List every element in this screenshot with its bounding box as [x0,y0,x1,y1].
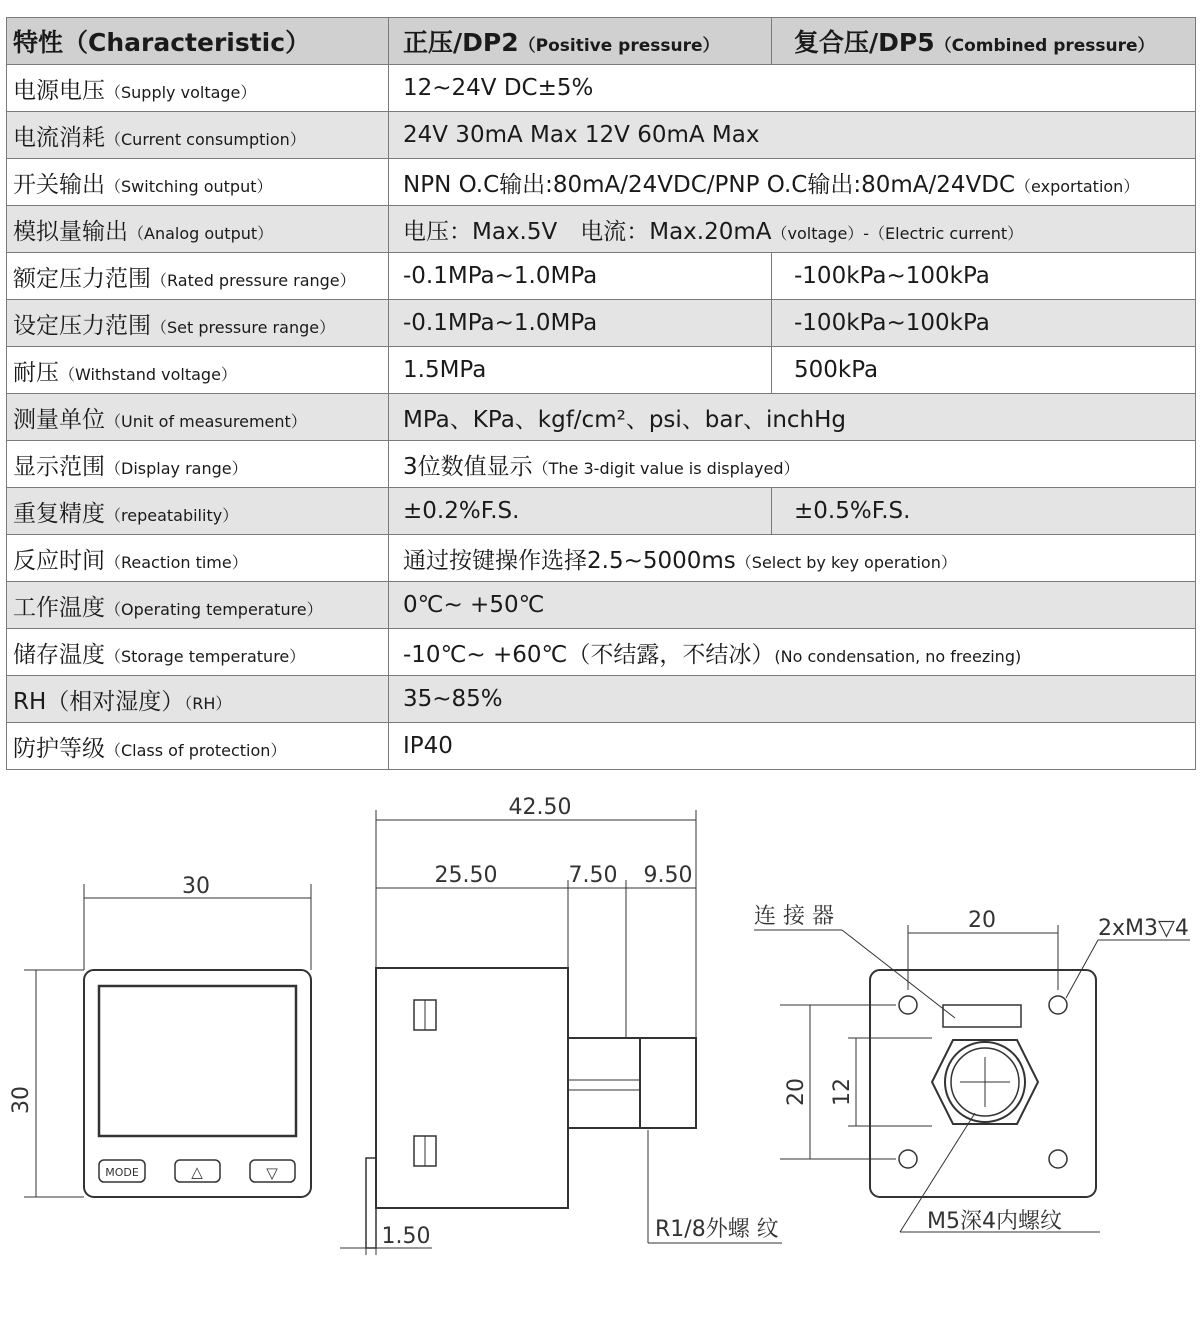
spec-label-en: （Reaction time） [105,552,248,572]
spec-value: 12~24V DC±5% [403,75,594,101]
spec-value-cell [389,159,1196,206]
spec-value-cell [389,112,1196,159]
spec-value-2: -100kPa~100kPa [794,263,990,289]
back-hole-spacing-dim: 20 [968,908,996,933]
spec-label-cell [7,488,389,535]
spec-label: 工作温度 [13,594,105,621]
front-height-dim: 30 [9,1086,34,1114]
spec-label-en: （RH） [184,693,232,713]
spec-value-cell [389,394,1196,441]
spec-value-2: ±0.5%F.S. [794,498,911,524]
spec-label-cell [7,65,389,112]
spec-row [7,723,1196,770]
hole-spec-label: 2xM3▽4 [1098,916,1189,941]
spec-label: RH（相对湿度） [13,688,185,715]
spec-value-en: （voltage）-（Electric current） [771,223,1024,243]
spec-value: MPa、KPa、kgf/cm²、psi、bar、inchHg [403,406,847,433]
spec-label: 防护等级 [13,735,105,762]
spec-label-cell [7,347,389,394]
spec-header-row [7,18,1196,65]
spec-label-cell [7,253,389,300]
spec-value-cell [389,300,772,347]
spec-value: -0.1MPa~1.0MPa [403,310,598,336]
spec-value-cell [389,441,1196,488]
spec-label-en: （repeatability） [105,505,239,525]
spec-label-cell [7,394,389,441]
spec-value: ±0.2%F.S. [403,498,520,524]
spec-value-cell [389,65,1196,112]
mode-button: MODE [105,1166,139,1179]
header-characteristic: 特性（Characteristic） [7,18,389,65]
spec-label-en: （Storage temperature） [105,646,306,666]
spec-label-en: （Current consumption） [105,129,306,149]
header-positive-pressure: 正压/DP2（Positive pressure） [389,18,772,65]
side-view [340,810,782,1255]
spec-label: 测量单位 [13,406,105,433]
spec-value-cell [389,723,1196,770]
spec-label: 储存温度 [13,641,105,668]
spec-value-cell [389,347,772,394]
back-port-dim: 12 [830,1078,855,1106]
front-width-dim: 30 [182,874,210,899]
spec-label-cell [7,676,389,723]
spec-value: IP40 [403,733,453,759]
spec-label-cell [7,300,389,347]
side-thread-label: R1/8外螺 纹 [655,1217,779,1242]
spec-row [7,112,1196,159]
side-bracket-dim: 1.50 [381,1224,431,1249]
spec-value: 3位数值显示 [403,453,533,480]
spec-value: 35~85% [403,686,503,712]
spec-value-en: （The 3-digit value is displayed） [532,458,800,478]
port-thread-label: M5深4内螺纹 [927,1209,1062,1234]
spec-value-cell-2 [772,347,1196,394]
spec-value: 24V 30mA Max 12V 60mA Max [403,122,760,148]
spec-row [7,206,1196,253]
spec-label: 开关输出 [13,171,105,198]
spec-label-en: （Unit of measurement） [105,411,307,431]
spec-label-en: （Switching output） [105,176,273,196]
spec-label-en: （Class of protection） [105,740,287,760]
spec-row [7,394,1196,441]
down-button: ▽ [266,1164,278,1182]
up-button: △ [191,1163,203,1181]
side-total-dim: 42.50 [508,795,572,820]
side-dim-c: 9.50 [643,863,693,888]
spec-row [7,253,1196,300]
spec-label-cell [7,441,389,488]
spec-label-en: （Withstand voltage） [59,364,237,384]
spec-value: 0℃~ +50℃ [403,592,545,618]
spec-value: -0.1MPa~1.0MPa [403,263,598,289]
spec-value-cell [389,676,1196,723]
spec-label-en: （Operating temperature） [105,599,323,619]
spec-label-cell [7,723,389,770]
spec-label: 设定压力范围 [13,312,151,339]
spec-row [7,65,1196,112]
spec-value-cell [389,582,1196,629]
spec-row [7,629,1196,676]
spec-label: 重复精度 [13,500,105,527]
spec-label: 耐压 [13,359,59,386]
spec-row [7,300,1196,347]
spec-value: 通过按键操作选择2.5~5000ms [403,547,736,574]
spec-value-cell-2 [772,253,1196,300]
front-view [24,884,311,1197]
spec-row [7,582,1196,629]
spec-row [7,347,1196,394]
spec-value-en: （Select by key operation） [735,552,957,572]
spec-value-cell-2 [772,488,1196,535]
dimension-drawings [0,780,1200,1326]
spec-value-en: （exportation） [1015,176,1140,196]
spec-label-cell [7,206,389,253]
spec-label: 显示范围 [13,453,105,480]
spec-value-cell [389,253,772,300]
spec-table [6,17,1196,770]
spec-label: 反应时间 [13,547,105,574]
spec-label: 额定压力范围 [13,265,151,292]
spec-label-en: （Rated pressure range） [151,270,356,290]
back-vertical-dim: 20 [784,1078,809,1106]
spec-label-cell [7,582,389,629]
spec-label-cell [7,112,389,159]
spec-label-cell [7,535,389,582]
spec-label-en: （Display range） [105,458,248,478]
spec-label-en: （Set pressure range） [151,317,336,337]
spec-value: 电压：Max.5V 电流：Max.20mA [403,218,772,245]
spec-label-cell [7,159,389,206]
spec-row [7,488,1196,535]
connector-label: 连 接 器 [754,904,834,929]
spec-label: 电源电压 [13,77,105,104]
spec-value-cell-2 [772,300,1196,347]
spec-label: 电流消耗 [13,124,105,151]
spec-value: -10℃~ +60℃（不结露，不结冰） [403,641,775,668]
spec-value-en: (No condensation, no freezing) [774,646,1022,666]
spec-row [7,441,1196,488]
header-combined-pressure: 复合压/DP5（Combined pressure） [772,18,1196,65]
spec-value-cell [389,206,1196,253]
spec-label-en: （Supply voltage） [105,82,257,102]
back-view [754,925,1190,1232]
spec-label-cell [7,629,389,676]
spec-value-2: 500kPa [794,357,879,383]
spec-value-cell [389,535,1196,582]
spec-label: 模拟量输出 [13,218,128,245]
spec-row [7,676,1196,723]
spec-label-en: （Analog output） [128,223,274,243]
spec-value: NPN O.C输出:80mA/24VDC/PNP O.C输出:80mA/24VDC [403,171,1016,198]
spec-value-cell [389,629,1196,676]
spec-value-2: -100kPa~100kPa [794,310,990,336]
spec-row [7,159,1196,206]
spec-value-cell [389,488,772,535]
spec-value: 1.5MPa [403,357,487,383]
side-dim-b: 7.50 [568,863,618,888]
side-dim-a: 25.50 [434,863,498,888]
spec-row [7,535,1196,582]
